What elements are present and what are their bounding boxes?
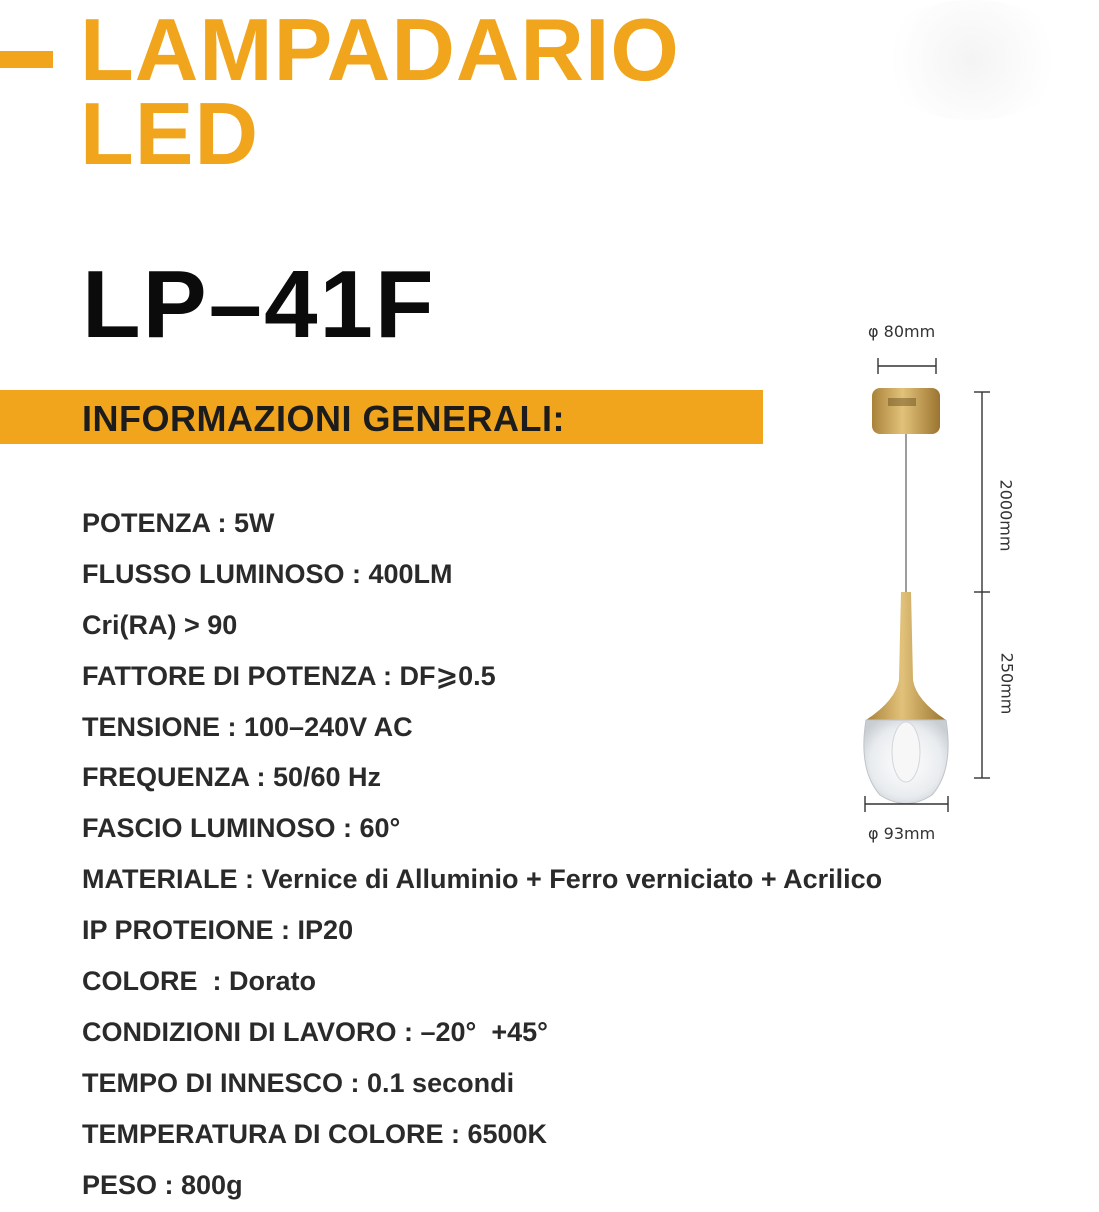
top-diameter-label: φ 80mm xyxy=(868,322,936,341)
model-code: LP–41F xyxy=(82,251,436,358)
spec-item: COLORE : Dorato xyxy=(82,966,316,997)
spec-item: FASCIO LUMINOSO : 60° xyxy=(82,813,401,844)
height-dimensions xyxy=(974,392,990,778)
spec-item: MATERIALE : Vernice di Alluminio + Ferro verniciato + Acrilico xyxy=(82,864,883,895)
spec-item: FATTORE DI POTENZA : DF⩾0.5 xyxy=(82,660,496,691)
cable-length-label: 2000mm xyxy=(996,479,1016,552)
spec-item: TEMPERATURA DI COLORE : 6500K xyxy=(82,1118,548,1149)
bottom-diameter-label: φ 93mm xyxy=(868,824,936,843)
spec-item: TEMPO DI INNESCO : 0.1 secondi xyxy=(82,1067,515,1098)
ceiling-canopy xyxy=(872,388,940,434)
watermark-logo xyxy=(872,0,1072,120)
spec-item: CONDIZIONI DI LAVORO : –20° +45° xyxy=(82,1016,548,1047)
spec-item: FREQUENZA : 50/60 Hz xyxy=(82,762,382,793)
title-line-1: LAMPADARIO xyxy=(80,0,680,99)
title-line-2: LED xyxy=(80,84,259,183)
spec-list xyxy=(82,500,882,1212)
spec-item: FLUSSO LUMINOSO : 400LM xyxy=(82,558,453,589)
accent-dash xyxy=(0,51,53,68)
spec-item: POTENZA : 5W xyxy=(82,508,275,538)
top-width-dimension xyxy=(878,358,936,374)
gold-cone xyxy=(866,592,946,720)
spec-item: IP PROTEIONE : IP20 xyxy=(82,915,354,946)
lamp-length-label: 250mm xyxy=(997,652,1017,715)
section-title: INFORMAZIONI GENERALI: xyxy=(82,398,565,439)
spec-item: TENSIONE : 100–240V AC xyxy=(82,711,413,742)
page-title xyxy=(80,0,680,183)
pendant-lamp-drawing xyxy=(840,300,1080,860)
spec-item: PESO : 800g xyxy=(82,1169,243,1200)
spec-item: Cri(RA) > 90 xyxy=(82,609,238,640)
